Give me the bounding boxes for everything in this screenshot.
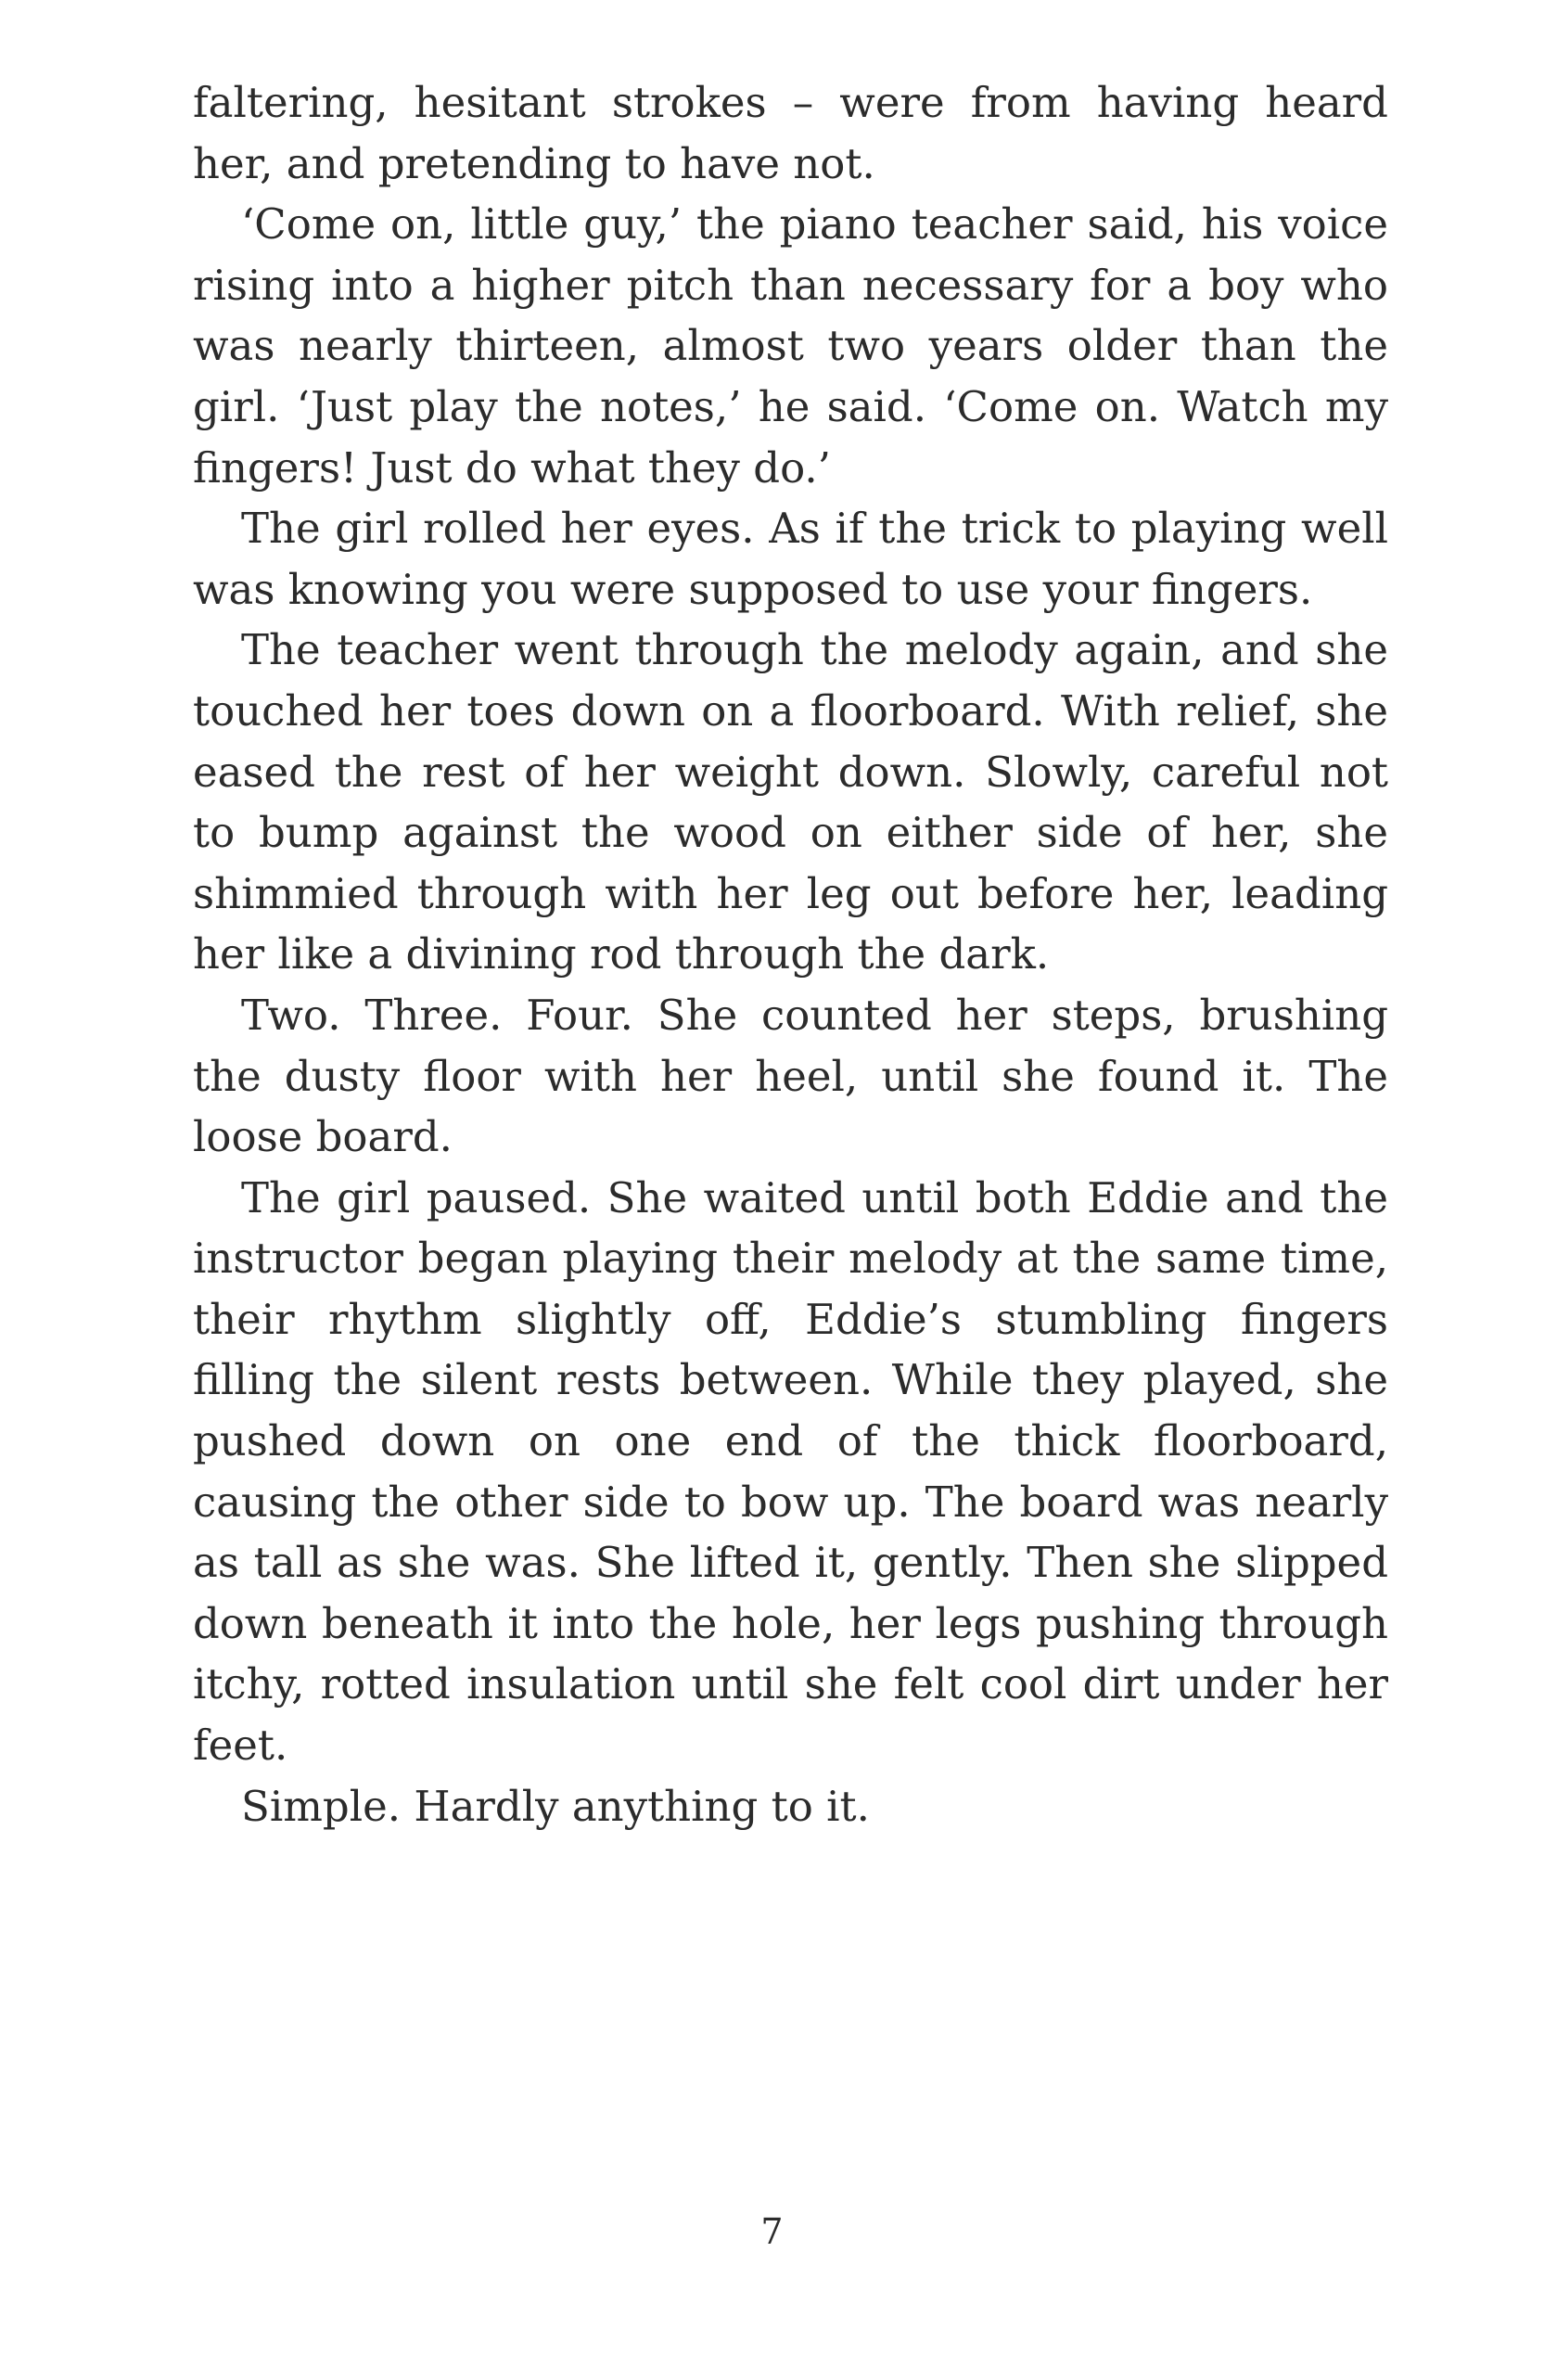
paragraph: The girl paused. She waited until both Eddie and the instructor began playing their melody at the same time, their rhythm slightly off, Eddie’s stumbling fingers filling the silent rests between. While they played, she pushed down on one end of the thick floorboard, causing the other side to bow up. The board was nearly as tall as she was. She lifted it, gently. Then she slipped down beneath it into the hole, her legs pushing through itchy, rotted insulation until she felt cool dirt under her feet. — [193, 1172, 1388, 1771]
paragraph: The girl rolled her eyes. As if the trick to playing well was knowing you were supposed to use your fingers. — [193, 504, 1388, 614]
page-number: 7 — [760, 2211, 784, 2252]
paragraph: Simple. Hardly anything to it. — [241, 1781, 870, 1831]
body-text — [193, 72, 1388, 1836]
paragraph: The teacher went through the melody again, and she touched her toes down on a floorboard. With relief, she eased the rest of her weight down. Slowly, careful not to bump against the wood on either side of her, she shimmied through with her leg out before her, leading her like a divining rod through the dark. — [193, 625, 1388, 979]
paragraph: ‘Come on, little guy,’ the piano teacher said, his voice rising into a higher pitch than necessary for a boy who was nearly thirteen, almost two years older than the girl. ‘Just play the notes,’ he said. ‘Come on. Watch my fingers! Just do what they do.’ — [193, 199, 1388, 493]
paragraph: Two. Three. Four. She counted her steps, brushing the dusty floor with her heel, until she found it. The loose board. — [193, 990, 1388, 1162]
paragraph-continuation: faltering, hesitant strokes – were from having heard her, and pretending to have not. — [193, 78, 1388, 188]
